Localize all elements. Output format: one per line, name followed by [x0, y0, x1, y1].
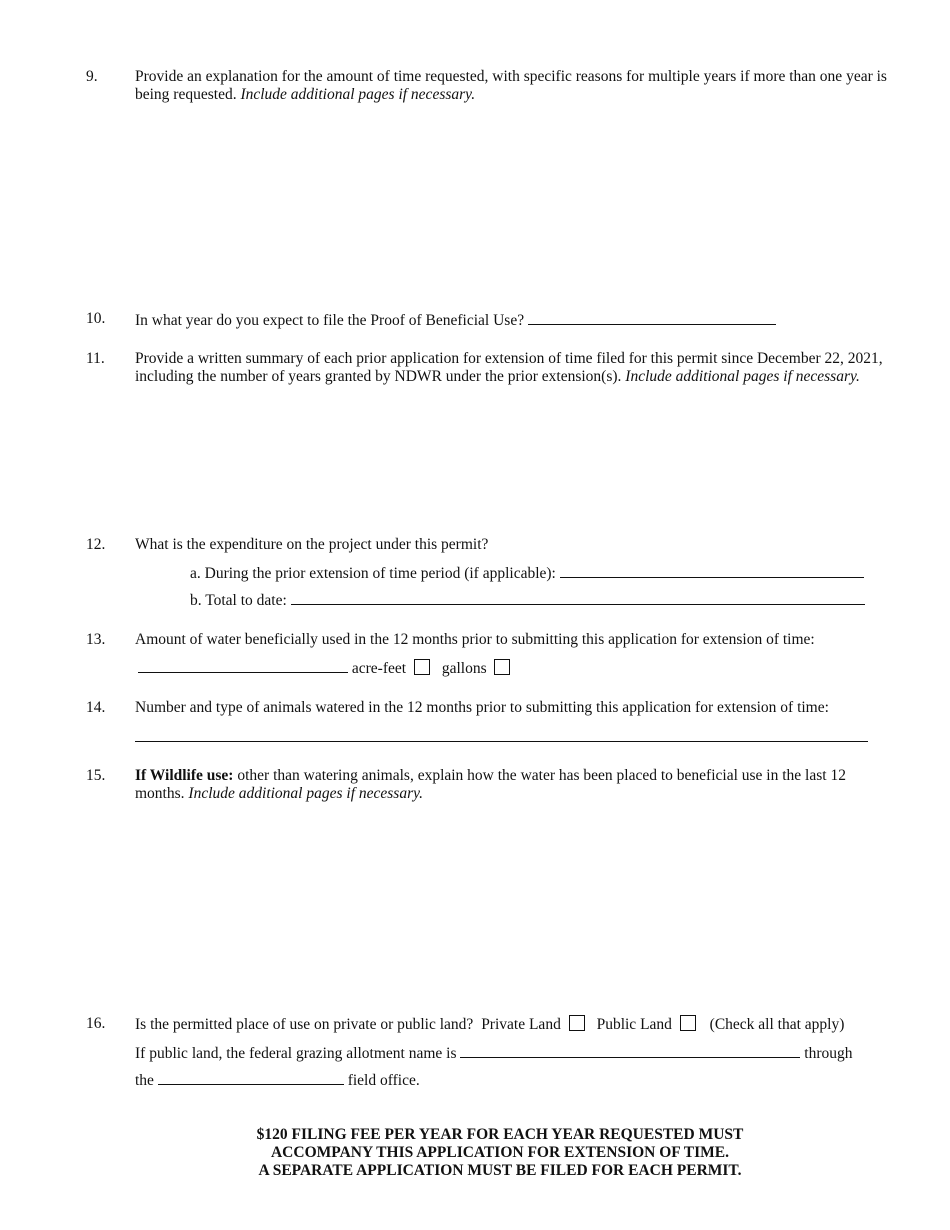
field-office-field[interactable]	[158, 1070, 344, 1085]
gallons-label: gallons	[441, 660, 487, 677]
water-amount-field[interactable]	[138, 658, 348, 673]
item-9-number: 9.	[86, 68, 98, 85]
public-land-checkbox[interactable]	[680, 1015, 696, 1031]
total-expenditure-field[interactable]	[291, 590, 865, 605]
item-15-question: other than watering animals, explain how the water has been placed to beneficial use in the last 12 months.	[135, 767, 846, 802]
private-land-checkbox[interactable]	[569, 1015, 585, 1031]
public-land-label: Public Land	[596, 1016, 672, 1033]
item-10-text	[135, 310, 875, 330]
through-label: through	[804, 1045, 853, 1062]
fee-notice	[0, 1126, 950, 1180]
item-9-text	[135, 68, 905, 104]
item-12-question: What is the expenditure on the project under this permit?	[135, 536, 489, 553]
gallons-checkbox[interactable]	[494, 659, 510, 675]
item-11-answer-area[interactable]	[135, 392, 870, 527]
prior-extension-expenditure-field[interactable]	[560, 563, 864, 578]
acre-feet-label: acre-feet	[351, 660, 407, 677]
item-15-bold-label: If Wildlife use:	[135, 767, 234, 784]
item-16-number: 16.	[86, 1015, 106, 1032]
item-16-question: Is the permitted place of use on private or public land?	[135, 1016, 474, 1033]
fee-notice-line-1: $120 FILING FEE PER YEAR FOR EACH YEAR REQUESTED MUST	[256, 1126, 744, 1143]
item-11-question: Provide a written summary of each prior application for extension of time filed for this permit since December 22, 2021, including the number of years granted by NDWR under the prior extension(s).	[135, 350, 883, 385]
item-14-question: Number and type of animals watered in the 12 months prior to submitting this application for extension of time:	[135, 699, 829, 716]
item-9-note: Include additional pages if necessary.	[240, 86, 476, 103]
item-11-text	[135, 350, 905, 386]
animals-watered-field[interactable]	[135, 741, 868, 742]
the-label: the	[135, 1072, 154, 1089]
item-10-number: 10.	[86, 310, 106, 327]
item-15-note: Include additional pages if necessary.	[188, 785, 424, 802]
item-12b-label: b. Total to date:	[190, 592, 287, 609]
item-12-number: 12.	[86, 536, 106, 553]
field-office-label: field office.	[347, 1072, 420, 1089]
item-9-answer-area[interactable]	[135, 110, 870, 300]
item-16-row2	[135, 1043, 852, 1063]
acre-feet-checkbox[interactable]	[414, 659, 430, 675]
grazing-allotment-field[interactable]	[460, 1043, 800, 1058]
item-9-question: Provide an explanation for the amount of time requested, with specific reasons for multiple years if more than one year is being requested.	[135, 68, 887, 103]
item-12a	[190, 563, 864, 583]
fee-notice-line-2: ACCOMPANY THIS APPLICATION FOR EXTENSION OF TIME.	[270, 1144, 729, 1161]
item-11-number: 11.	[86, 350, 105, 367]
item-16-row1	[135, 1015, 844, 1034]
item-11-note: Include additional pages if necessary.	[625, 368, 860, 385]
item-15-number: 15.	[86, 767, 106, 784]
item-13-question: Amount of water beneficially used in the 12 months prior to submitting this application for extension of time:	[135, 631, 815, 648]
item-15-text	[135, 767, 875, 803]
item-15-answer-area[interactable]	[135, 810, 870, 1000]
proof-year-field[interactable]	[528, 310, 776, 325]
item-16-row3	[135, 1070, 420, 1090]
item-13-answer-row	[138, 658, 512, 678]
item-10-question: In what year do you expect to file the Proof of Beneficial Use?	[135, 312, 525, 329]
item-13-number: 13.	[86, 631, 106, 648]
item-14-number: 14.	[86, 699, 106, 716]
item-12a-label: a. During the prior extension of time period (if applicable):	[190, 565, 556, 582]
fee-notice-line-3: A SEPARATE APPLICATION MUST BE FILED FOR EACH PERMIT.	[258, 1162, 742, 1179]
check-all-note: (Check all that apply)	[709, 1016, 845, 1033]
private-land-label: Private Land	[481, 1016, 561, 1033]
allotment-label: If public land, the federal grazing allotment name is	[135, 1045, 457, 1062]
item-12b	[190, 590, 865, 610]
